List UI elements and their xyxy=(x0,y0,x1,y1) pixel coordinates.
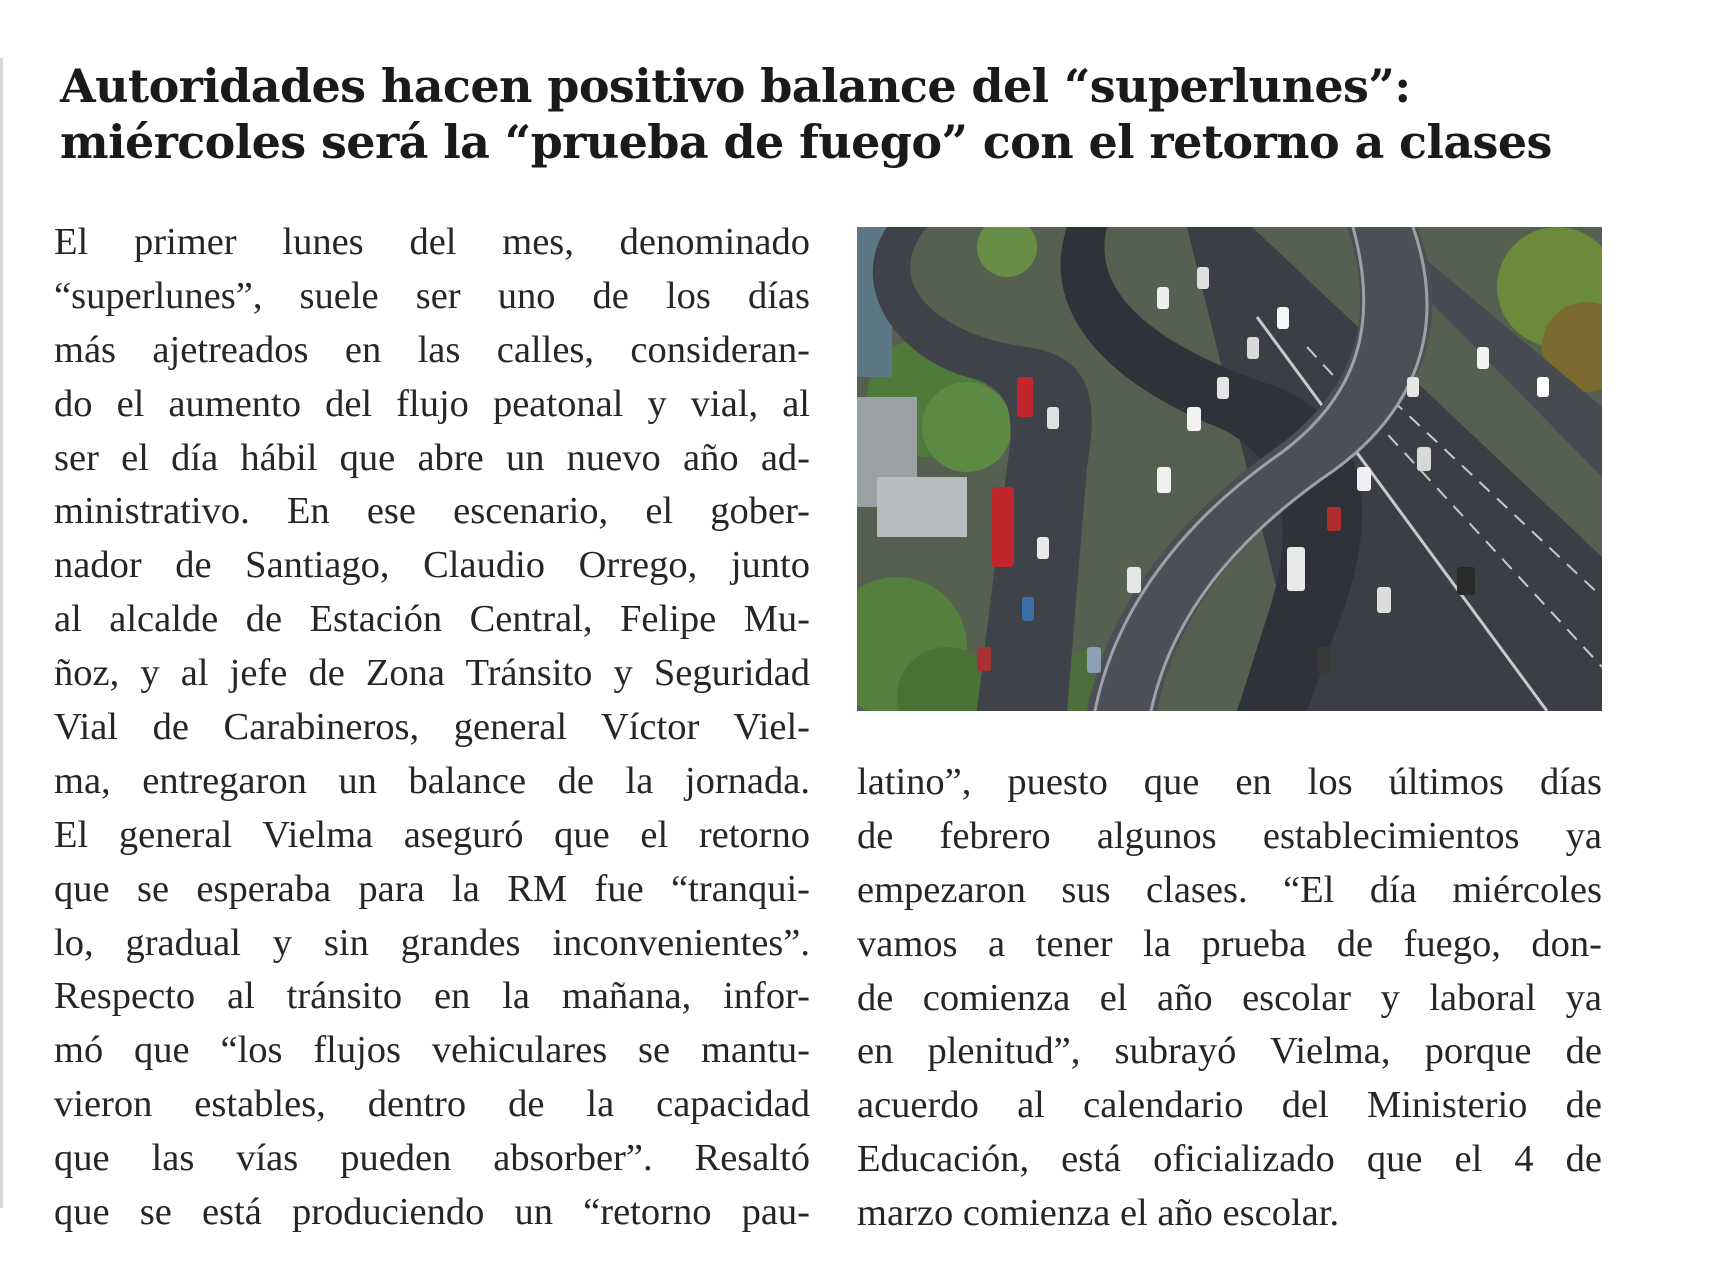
body-line: do el aumento del flujo peatonal y vial, al xyxy=(54,382,810,425)
body-line: marzo comienza el año escolar. xyxy=(857,1192,1340,1235)
body-line: El primer lunes del mes, denominado xyxy=(54,221,810,263)
body-line: de comienza el año escolar y laboral ya xyxy=(857,976,1602,1019)
body-line: El general Vielma aseguró que el retorno xyxy=(54,813,810,856)
body-line: empezaron sus clases. “El día miércoles xyxy=(857,868,1602,911)
body-line: vieron estables, dentro de la capacidad xyxy=(54,1083,810,1126)
headline-line-1: Autoridades hacen positivo balance del “superlunes”: xyxy=(60,59,1411,113)
body-line: ñoz, y al jefe de Zona Tránsito y Seguridad xyxy=(54,652,810,695)
body-line: en plenitud”, subrayó Vielma, porque de xyxy=(857,1030,1602,1073)
body-line: ministrativo. En ese escenario, el gober- xyxy=(54,490,810,533)
body-line: de febrero algunos establecimientos ya xyxy=(857,814,1602,857)
body-line: al alcalde de Estación Central, Felipe Mu- xyxy=(54,598,810,641)
body-line: ma, entregaron un balance de la jornada. xyxy=(54,759,810,802)
body-line: “superlunes”, suele ser uno de los días xyxy=(54,274,810,317)
body-line: que las vías pueden absorber”. Resaltó xyxy=(54,1137,810,1180)
body-line: ser el día hábil que abre un nuevo año ad- xyxy=(54,436,810,479)
body-line: Educación, está oficializado que el 4 de xyxy=(857,1138,1602,1181)
body-column-left xyxy=(54,216,810,1240)
aerial-highway-illustration xyxy=(857,227,1602,711)
body-column-right xyxy=(857,756,1602,1241)
body-line: lo, gradual y sin grandes inconvenientes”. xyxy=(54,921,810,964)
body-line: que se está produciendo un “retorno pau- xyxy=(54,1191,810,1234)
body-line: nador de Santiago, Claudio Orrego, junto xyxy=(54,544,810,587)
body-line: Vial de Carabineros, general Víctor Viel- xyxy=(54,706,810,749)
headline-line-2: miércoles será la “prueba de fuego” con el retorno a clases xyxy=(60,115,1552,169)
body-line: acuerdo al calendario del Ministerio de xyxy=(857,1084,1602,1127)
body-line: que se esperaba para la RM fue “tranqui- xyxy=(54,867,810,910)
body-line: latino”, puesto que en los últimos días xyxy=(857,761,1602,803)
body-line: mó que “los flujos vehiculares se mantu- xyxy=(54,1029,810,1072)
body-line: vamos a tener la prueba de fuego, don- xyxy=(857,922,1602,965)
body-line: más ajetreados en las calles, consideran- xyxy=(54,328,810,371)
highway-traffic-photo xyxy=(857,227,1602,711)
headline xyxy=(60,58,1660,170)
page-edge-mark xyxy=(0,58,3,1208)
body-line: Respecto al tránsito en la mañana, infor- xyxy=(54,975,810,1018)
